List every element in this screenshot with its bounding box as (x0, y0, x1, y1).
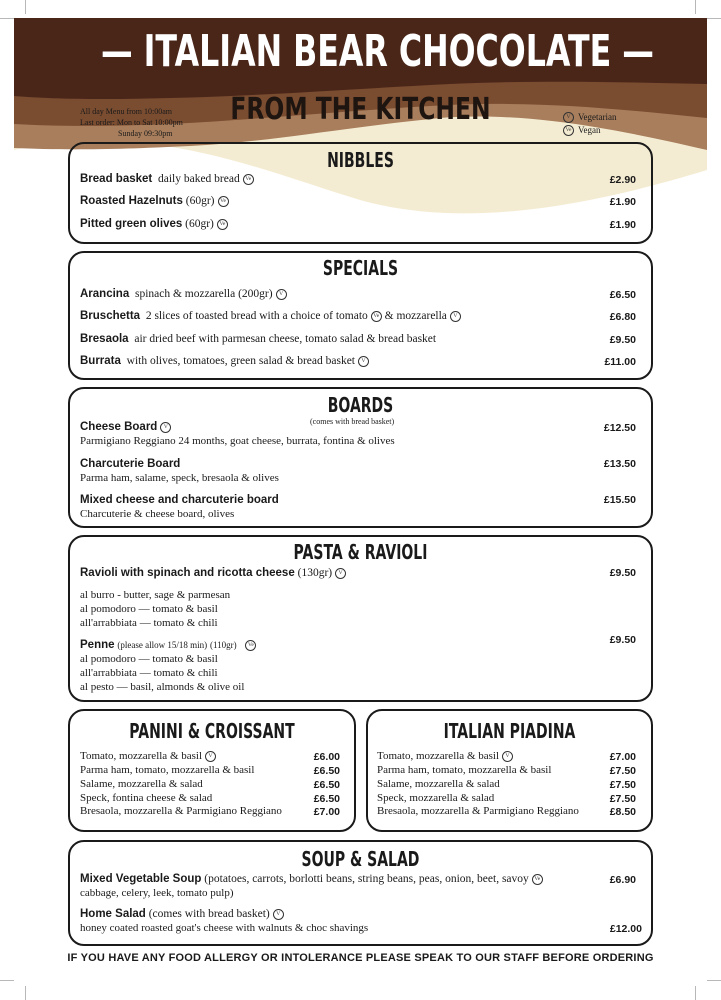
vegan-icon: Ve (371, 311, 382, 322)
menu-item: Roasted Hazelnuts (60gr) Ve (80, 195, 229, 207)
item-price: £7.50 (609, 765, 636, 777)
item-price: £13.50 (603, 458, 636, 470)
menu-item: Parma ham, tomato, mozzarella & basil (80, 764, 255, 776)
menu-item: Charcuterie Board (80, 458, 181, 470)
item-price: £1.90 (609, 219, 636, 231)
opening-hours (80, 106, 183, 139)
boards-note: (comes with bread basket) (310, 417, 395, 426)
menu-item: Tomato, mozzarella & basil V (80, 750, 216, 762)
menu-item: Bresaola, mozzarella & Parmigiano Reggiano (377, 805, 579, 817)
item-price: £7.00 (609, 751, 636, 763)
item-price: £6.00 (313, 751, 340, 763)
section-title-boards: BOARDS (327, 393, 394, 417)
item-price: £6.50 (313, 765, 340, 777)
vegan-icon: Ve (217, 219, 228, 230)
pasta-option: al pomodoro — tomato & basil (80, 653, 218, 665)
pasta-option: al pesto — basil, almonds & olive oil (80, 681, 245, 693)
vegetarian-icon: V (335, 568, 346, 579)
menu-item: Salame, mozzarella & salad (377, 778, 500, 790)
section-title-specials: SPECIALS (322, 256, 399, 280)
hours-line: Last order: Mon to Sat 10:00pm (80, 118, 183, 127)
hours-line: Sunday 09:30pm (118, 129, 173, 138)
hours-line: All day Menu from 10:00am (80, 107, 172, 116)
vegetarian-icon: V (160, 422, 171, 433)
item-description: Charcuterie & cheese board, olives (80, 508, 235, 520)
menu-item: Bread basket daily baked bread Ve (80, 173, 254, 185)
item-price: £15.50 (603, 494, 636, 506)
vegetarian-icon: V (358, 356, 369, 367)
section-title-pasta: PASTA & RAVIOLI (293, 540, 428, 564)
menu-item: Arancina spinach & mozzarella (200gr) V (80, 288, 287, 300)
menu-item: Bruschetta 2 slices of toasted bread with a choice of tomato Ve & mozzarella V (80, 310, 461, 322)
item-price: £1.90 (609, 196, 636, 208)
menu-item: Mixed Vegetable Soup (potatoes, carrots, borlotti beans, string beans, peas, onion, beet, savoy Ve (80, 873, 543, 885)
menu-item: Salame, mozzarella & salad (80, 778, 203, 790)
menu-item: Penne (please allow 15/18 min) (110gr) Ve (80, 639, 256, 651)
vegetarian-icon: V (276, 289, 287, 300)
item-description: Parmigiano Reggiano 24 months, goat cheese, burrata, fontina & olives (80, 435, 395, 447)
item-price: £7.00 (313, 806, 340, 818)
item-description: cabbage, celery, leek, tomato pulp) (80, 887, 234, 899)
section-title-panini: PANINI & CROISSANT (129, 719, 295, 743)
item-price: £6.50 (313, 793, 340, 805)
vegetarian-icon: V (563, 112, 574, 123)
pasta-option: al pomodoro — tomato & basil (80, 603, 218, 615)
menu-item: Tomato, mozzarella & basil V (377, 750, 513, 762)
item-price: £2.90 (609, 174, 636, 186)
item-price: £9.50 (609, 567, 636, 579)
menu-item: Bresaola air dried beef with parmesan cheese, tomato salad & bread basket (80, 333, 437, 345)
diet-legend (563, 111, 616, 137)
vegan-icon: Ve (243, 174, 254, 185)
vegan-icon: Ve (563, 125, 574, 136)
pasta-option: all'arrabbiata — tomato & chili (80, 617, 218, 629)
crop-mark (25, 986, 26, 1000)
item-price: £6.80 (609, 311, 636, 323)
page-title: — ITALIAN BEAR CHOCOLATE — (100, 26, 654, 77)
menu-item: Speck, mozzarella & salad (377, 792, 495, 804)
item-price: £7.50 (609, 779, 636, 791)
menu-item: Mixed cheese and charcuterie board (80, 494, 279, 506)
vegetarian-icon: V (205, 751, 216, 762)
allergy-notice: IF YOU HAVE ANY FOOD ALLERGY OR INTOLERANCE PLEASE SPEAK TO OUR STAFF BEFORE ORDERING (67, 952, 654, 964)
item-price: £9.50 (609, 634, 636, 646)
vegetarian-icon: V (450, 311, 461, 322)
vegetarian-icon: V (273, 909, 284, 920)
menu-item: Bresaola, mozzarella & Parmigiano Reggiano (80, 805, 282, 817)
legend-vegetarian: V Vegetarian (563, 111, 616, 124)
item-description: honey coated roasted goat's cheese with walnuts & choc shavings (80, 922, 369, 934)
section-title-soup: SOUP & SALAD (301, 847, 420, 871)
item-price: £8.50 (609, 806, 636, 818)
item-price: £7.50 (609, 793, 636, 805)
menu-item: Parma ham, tomato, mozzarella & basil (377, 764, 552, 776)
crop-mark (0, 980, 14, 981)
crop-mark (707, 980, 721, 981)
section-title-nibbles: NIBBLES (327, 148, 394, 172)
legend-vegan: Ve Vegan (563, 124, 616, 137)
item-price: £6.90 (609, 874, 636, 886)
page-subtitle: FROM THE KITCHEN (230, 92, 491, 127)
menu-item: Pitted green olives (60gr) Ve (80, 218, 228, 230)
pasta-option: all'arrabbiata — tomato & chili (80, 667, 218, 679)
item-price: £12.00 (609, 923, 642, 935)
item-price: £12.50 (603, 422, 636, 434)
menu-item: Burrata with olives, tomatoes, green salad & bread basket V (80, 355, 369, 367)
pasta-option: al burro - butter, sage & parmesan (80, 589, 231, 601)
menu-item: Home Salad (comes with bread basket) V (80, 908, 284, 920)
menu-item: Speck, fontina cheese & salad (80, 792, 213, 804)
crop-mark (695, 986, 696, 1000)
section-title-piadina: ITALIAN PIADINA (443, 719, 576, 743)
item-description: Parma ham, salame, speck, bresaola & olives (80, 472, 279, 484)
menu-item: Ravioli with spinach and ricotta cheese (130gr) V (80, 567, 346, 579)
item-price: £9.50 (609, 334, 636, 346)
vegetarian-icon: V (502, 751, 513, 762)
item-price: £6.50 (313, 779, 340, 791)
item-price: £11.00 (604, 356, 636, 368)
vegan-icon: Ve (532, 874, 543, 885)
vegan-icon: Ve (245, 640, 256, 651)
menu-item: Cheese Board V (80, 421, 171, 433)
item-price: £6.50 (609, 289, 636, 301)
vegan-icon: Ve (218, 196, 229, 207)
